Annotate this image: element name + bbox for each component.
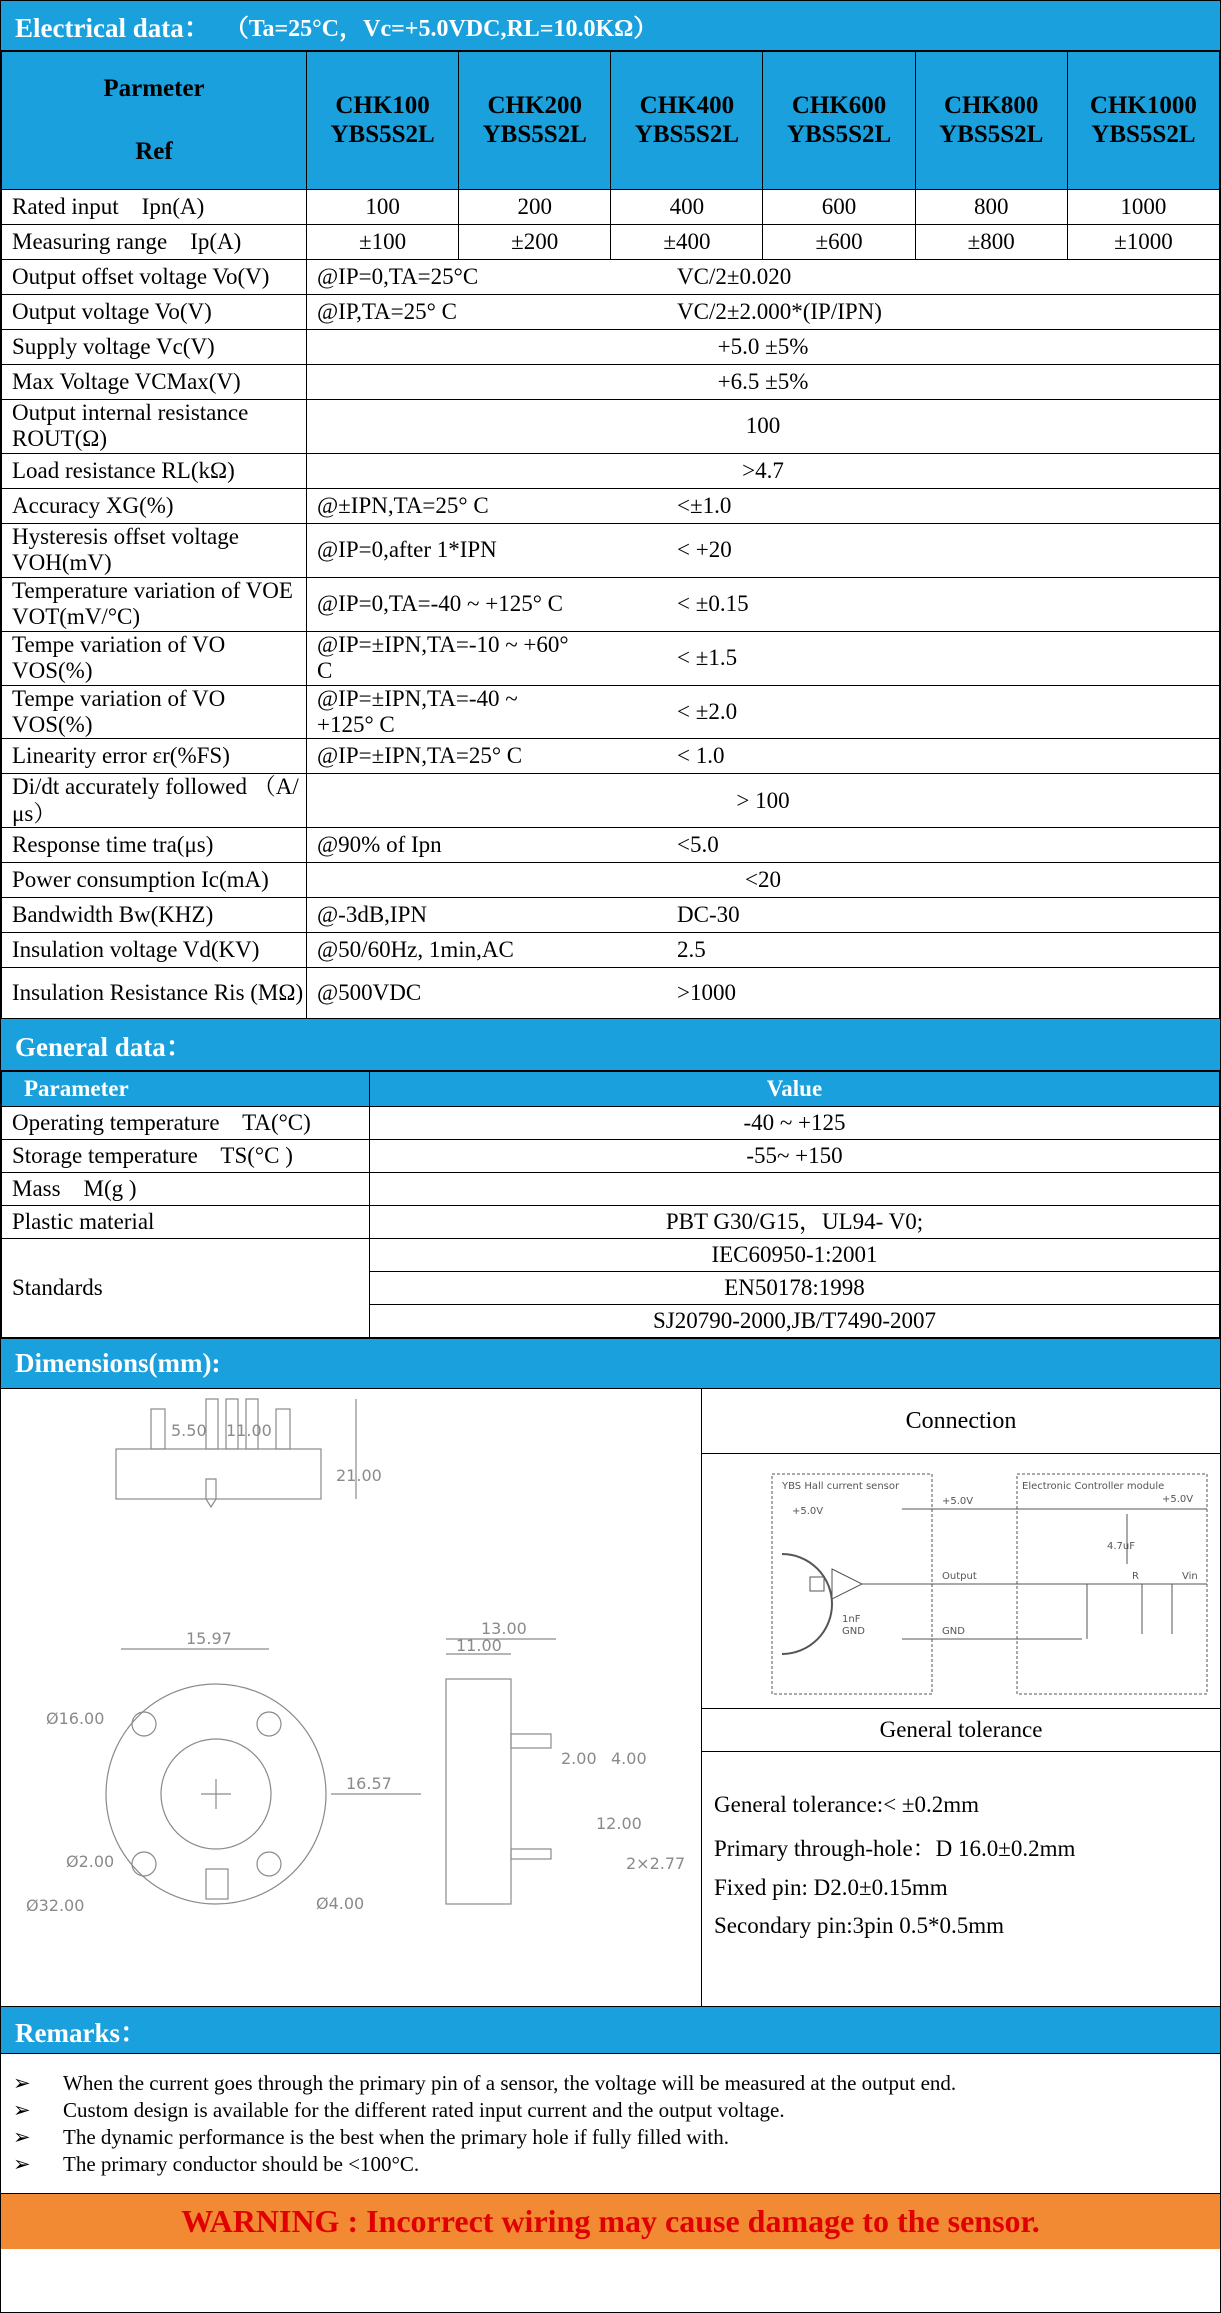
standards-row [2, 1239, 1220, 1272]
spec-label: Load resistance RL(kΩ) [2, 453, 307, 488]
model-col [763, 52, 915, 190]
circuit-label: GND [842, 1626, 865, 1638]
spec-value: < ±0.15 [677, 590, 749, 616]
spec-detail [307, 828, 1220, 863]
spec-row [2, 933, 1220, 968]
spec-value: DC-30 [677, 902, 740, 928]
model-name: CHK400 [639, 91, 735, 119]
connection-diagram-svg [702, 1454, 1220, 1708]
dim-label: 21.00 [336, 1466, 382, 1486]
hall-element [810, 1577, 824, 1591]
dim-label: 5.50 [171, 1421, 207, 1441]
general-header [1, 1019, 1220, 1071]
dimensions-section [1, 1389, 1220, 2007]
spec-value: < +20 [677, 537, 732, 563]
spec-label: Bandwidth Bw(KHZ) [2, 898, 307, 933]
spec-value: < ±1.5 [677, 644, 738, 670]
model-code: YBS5S2L [1091, 120, 1196, 148]
bullet-icon: ➢ [13, 2071, 31, 2096]
remark-text: When the current goes through the primary pin of a sensor, the voltage will be measured at the output end. [63, 2071, 957, 2096]
primary-conductor [782, 1554, 832, 1654]
dimensions-title: Dimensions(mm): [15, 1348, 221, 1379]
dim-label: 16.57 [346, 1774, 392, 1794]
spec-label: Max Voltage VCMax(V) [2, 365, 307, 400]
spec-detail [307, 260, 1220, 295]
spec-detail [307, 577, 1220, 631]
spec-label: Accuracy XG(%) [2, 488, 307, 523]
spec-row [2, 631, 1220, 685]
electrical-table [1, 51, 1220, 1019]
spec-row [2, 260, 1220, 295]
circuit-label: 1nF [842, 1614, 861, 1626]
dim-label: 11.00 [226, 1421, 272, 1441]
spec-value: VC/2±2.000*(IP/IPN) [677, 298, 882, 324]
spec-value: <±1.0 [677, 492, 732, 518]
spec-label: Response time tra(μs) [2, 828, 307, 863]
general-row [2, 1140, 1220, 1173]
spec-label: Output internal resistance ROUT(Ω) [2, 400, 307, 454]
connection-diagram [702, 1454, 1220, 1708]
general-value: -55~ +150 [370, 1140, 1220, 1173]
circuit-label: +5.0V [942, 1496, 974, 1508]
measuring-range-row [2, 225, 1220, 260]
row-value: ±600 [763, 225, 915, 260]
model-col [611, 52, 763, 190]
spec-label: Tempe variation of VO VOS(%) [2, 685, 307, 739]
spec-value: VC/2±0.020 [677, 263, 792, 289]
model-name: CHK100 [335, 91, 430, 119]
spec-value: 2.5 [677, 937, 706, 963]
circuit-label: R [1132, 1571, 1139, 1583]
spec-detail [307, 968, 1220, 1019]
remark-item [13, 2070, 1220, 2097]
model-code: YBS5S2L [482, 120, 587, 148]
general-rows [2, 1107, 1220, 1239]
spec-label: Temperature variation of VOE VOT(mV/°C) [2, 577, 307, 631]
general-row [2, 1173, 1220, 1206]
spec-label: Power consumption Ic(mA) [2, 863, 307, 898]
mount-hole [257, 1712, 281, 1736]
spec-detail [307, 863, 1220, 898]
header-parameter [2, 52, 307, 190]
spec-row [2, 739, 1220, 774]
model-name: CHK800 [943, 91, 1039, 119]
general-header-row [2, 1072, 1220, 1107]
spec-row [2, 898, 1220, 933]
model-col [1067, 52, 1219, 190]
mount-hole [257, 1852, 281, 1876]
pin [206, 1399, 218, 1449]
pin-tip [206, 1479, 216, 1507]
general-tolerance-title: General tolerance [702, 1708, 1220, 1752]
spec-label: Output offset voltage Vo(V) [2, 260, 307, 295]
standard-item: IEC60950-1:2001 [370, 1239, 1220, 1272]
spec-value: +5.0 ±5% [717, 333, 809, 359]
bullet-icon: ➢ [13, 2125, 31, 2150]
standard-item: EN50178:1998 [370, 1272, 1220, 1305]
spec-detail [307, 400, 1220, 454]
dim-label: 15.97 [186, 1629, 232, 1649]
spec-detail [307, 933, 1220, 968]
remark-text: The dynamic performance is the best when the primary hole if fully filled with. [63, 2125, 729, 2150]
circuit-label: Electronic Controller module [1022, 1481, 1165, 1493]
row-value: 600 [763, 190, 915, 225]
bullet-icon: ➢ [13, 2152, 31, 2177]
spec-detail [307, 898, 1220, 933]
remark-item [13, 2097, 1220, 2124]
row-value: ±400 [611, 225, 763, 260]
spec-condition: @500VDC [317, 980, 422, 1006]
tolerance-item: General tolerance:< ±0.2mm [714, 1792, 980, 1818]
pin-profile [511, 1734, 551, 1748]
spec-row [2, 453, 1220, 488]
dimension-drawing-svg [1, 1389, 701, 2006]
spec-row [2, 330, 1220, 365]
remarks-list [1, 2054, 1220, 2194]
spec-label: Supply voltage Vc(V) [2, 330, 307, 365]
remark-text: Custom design is available for the different rated input current and the output voltage. [63, 2098, 785, 2123]
dim-label: 11.00 [456, 1636, 502, 1656]
spec-row [2, 774, 1220, 828]
dim-label: 2.00 [561, 1749, 597, 1769]
tolerance-item: Fixed pin: D2.0±0.15mm [714, 1875, 948, 1901]
spec-detail [307, 330, 1220, 365]
row-value: ±800 [915, 225, 1067, 260]
model-code: YBS5S2L [634, 120, 739, 148]
row-value: 400 [611, 190, 763, 225]
spec-row [2, 828, 1220, 863]
spec-label: Di/dt accurately followed （A/μs） [2, 774, 307, 828]
general-col-param: Parameter [2, 1072, 370, 1107]
sensor-body-profile [446, 1679, 511, 1904]
model-code: YBS5S2L [786, 120, 892, 148]
dimensions-right-column [702, 1389, 1220, 2006]
spec-detail [307, 453, 1220, 488]
warning-banner: WARNING : Incorrect wiring may cause damage to the sensor. [1, 2194, 1220, 2249]
spec-row [2, 685, 1220, 739]
dimension-drawing [1, 1389, 702, 2006]
electrical-spec-rows [2, 260, 1220, 1019]
row-label: Rated input Ipn(A) [2, 190, 307, 225]
circuit-label: Output [942, 1571, 977, 1583]
spec-row [2, 523, 1220, 577]
circuit-label: 4.7uF [1107, 1541, 1135, 1553]
spec-condition: @IP=0,TA=-40 ~ +125° C [317, 590, 564, 616]
secondary-connector [206, 1869, 228, 1899]
standards-label: Standards [2, 1239, 370, 1338]
spec-condition: @50/60Hz, 1min,AC [317, 937, 514, 963]
circuit-label: Vin [1182, 1571, 1198, 1583]
standard-item: SJ20790-2000,JB/T7490-2007 [370, 1305, 1220, 1338]
mount-hole [132, 1712, 156, 1736]
spec-value: 100 [745, 413, 781, 439]
general-row [2, 1107, 1220, 1140]
spec-label: Output voltage Vo(V) [2, 295, 307, 330]
spec-condition: @90% of Ipn [317, 832, 442, 858]
dim-label: 4.00 [611, 1749, 647, 1769]
spec-detail [307, 774, 1220, 828]
circuit-label: GND [942, 1626, 965, 1638]
tolerance-item: Secondary pin:3pin 0.5*0.5mm [714, 1913, 1005, 1939]
general-label: Storage temperature TS(°C ) [2, 1140, 370, 1173]
spec-value: >4.7 [742, 457, 784, 483]
amplifier [832, 1569, 862, 1599]
header-ref-label: Ref [135, 137, 173, 165]
model-code: YBS5S2L [939, 120, 1044, 148]
electrical-header [1, 1, 1220, 51]
model-name: CHK600 [791, 91, 887, 119]
spec-condition: @IP=±IPN,TA=25° C [317, 743, 523, 769]
spec-row [2, 488, 1220, 523]
remark-item [13, 2151, 1220, 2178]
general-label: Operating temperature TA(°C) [2, 1107, 370, 1140]
spec-detail [307, 631, 1220, 685]
general-col-value: Value [370, 1072, 1220, 1107]
spec-detail [307, 295, 1220, 330]
spec-value: +6.5 ±5% [717, 368, 809, 394]
spec-row [2, 400, 1220, 454]
spec-detail [307, 365, 1220, 400]
remark-item [13, 2124, 1220, 2151]
row-value: 100 [307, 190, 459, 225]
row-value: 800 [915, 190, 1067, 225]
spec-value: < 1.0 [677, 743, 725, 769]
general-table [1, 1071, 1220, 1338]
spec-condition: @IP,TA=25° C [317, 298, 457, 324]
spec-value: <20 [745, 867, 781, 893]
remarks-header [1, 2007, 1220, 2054]
spec-condition: @-3dB,IPN [317, 902, 427, 928]
rated-input-row [2, 190, 1220, 225]
tolerance-item: Primary through-hole：D 16.0±0.2mm [714, 1836, 1076, 1862]
dim-label: 2×2.77 [626, 1854, 686, 1874]
row-label: Measuring range Ip(A) [2, 225, 307, 260]
spec-label: Insulation voltage Vd(KV) [2, 933, 307, 968]
tolerance-list [702, 1752, 1220, 1951]
pin [151, 1409, 165, 1449]
general-row [2, 1206, 1220, 1239]
spec-value: < ±2.0 [677, 698, 738, 724]
spec-condition: @IP=0,TA=25°C [317, 263, 479, 289]
row-value: 1000 [1067, 190, 1219, 225]
pin [276, 1409, 290, 1449]
general-label: Plastic material [2, 1206, 370, 1239]
electrical-conditions: （Ta=25°C，Vc=+5.0VDC,RL=10.0KΩ） [224, 16, 658, 42]
spec-value: <5.0 [677, 832, 719, 858]
circuit-label: +5.0V [1162, 1494, 1194, 1506]
dim-label: Ø16.00 [46, 1709, 105, 1729]
remark-text: The primary conductor should be <100°C. [63, 2152, 420, 2177]
general-label: Mass M(g ) [2, 1173, 370, 1206]
model-name: CHK200 [487, 91, 582, 119]
pin-profile [511, 1849, 551, 1859]
model-name: CHK1000 [1089, 91, 1197, 119]
spec-label: Hysteresis offset voltage VOH(mV) [2, 523, 307, 577]
general-title: General data： [15, 1032, 193, 1063]
dimensions-header [1, 1338, 1220, 1389]
header-param-label: Parmeter [103, 74, 205, 102]
spec-value: > 100 [736, 787, 790, 813]
row-value: 200 [459, 190, 611, 225]
general-value: PBT G30/G15，UL94- V0; [370, 1206, 1220, 1239]
dim-label: Ø4.00 [316, 1894, 365, 1914]
spec-label: Tempe variation of VO VOS(%) [2, 631, 307, 685]
spec-label: Insulation Resistance Ris (MΩ) [2, 968, 307, 1019]
spec-condition: @IP=0,after 1*IPN [317, 537, 497, 563]
model-col [307, 52, 459, 190]
remarks-title: Remarks： [15, 2017, 147, 2048]
spec-detail [307, 488, 1220, 523]
dim-label: 12.00 [596, 1814, 642, 1834]
spec-label: Linearity error εr(%FS) [2, 739, 307, 774]
connection-title: Connection [702, 1389, 1220, 1454]
spec-condition: @IP=±IPN,TA=-40 ~ +125° C [317, 685, 518, 737]
spec-detail [307, 685, 1220, 739]
circuit-label: +5.0V [792, 1506, 824, 1518]
spec-condition: @IP=±IPN,TA=-10 ~ +60° C [317, 631, 569, 684]
electrical-title: Electrical data： [15, 13, 211, 43]
row-value: ±100 [307, 225, 459, 260]
model-col [915, 52, 1067, 190]
model-code: YBS5S2L [330, 120, 435, 148]
general-value [370, 1173, 1220, 1206]
spec-condition: @±IPN,TA=25° C [317, 492, 489, 518]
dim-label: 13.00 [481, 1619, 527, 1639]
model-col [459, 52, 611, 190]
bullet-icon: ➢ [13, 2098, 31, 2123]
dim-label: Ø2.00 [66, 1852, 115, 1872]
row-value: ±200 [459, 225, 611, 260]
spec-detail [307, 523, 1220, 577]
spec-detail [307, 739, 1220, 774]
spec-value: >1000 [677, 980, 736, 1006]
mount-hole [132, 1852, 156, 1876]
sensor-body-side [116, 1449, 321, 1499]
general-value: -40 ~ +125 [370, 1107, 1220, 1140]
circuit-label: YBS Hall current sensor [782, 1481, 900, 1493]
row-value: ±1000 [1067, 225, 1219, 260]
spec-row [2, 577, 1220, 631]
spec-row [2, 365, 1220, 400]
spec-row [2, 863, 1220, 898]
spec-row [2, 968, 1220, 1019]
electrical-header-row [2, 52, 1220, 190]
dim-label: Ø32.00 [26, 1896, 85, 1916]
spec-row [2, 295, 1220, 330]
